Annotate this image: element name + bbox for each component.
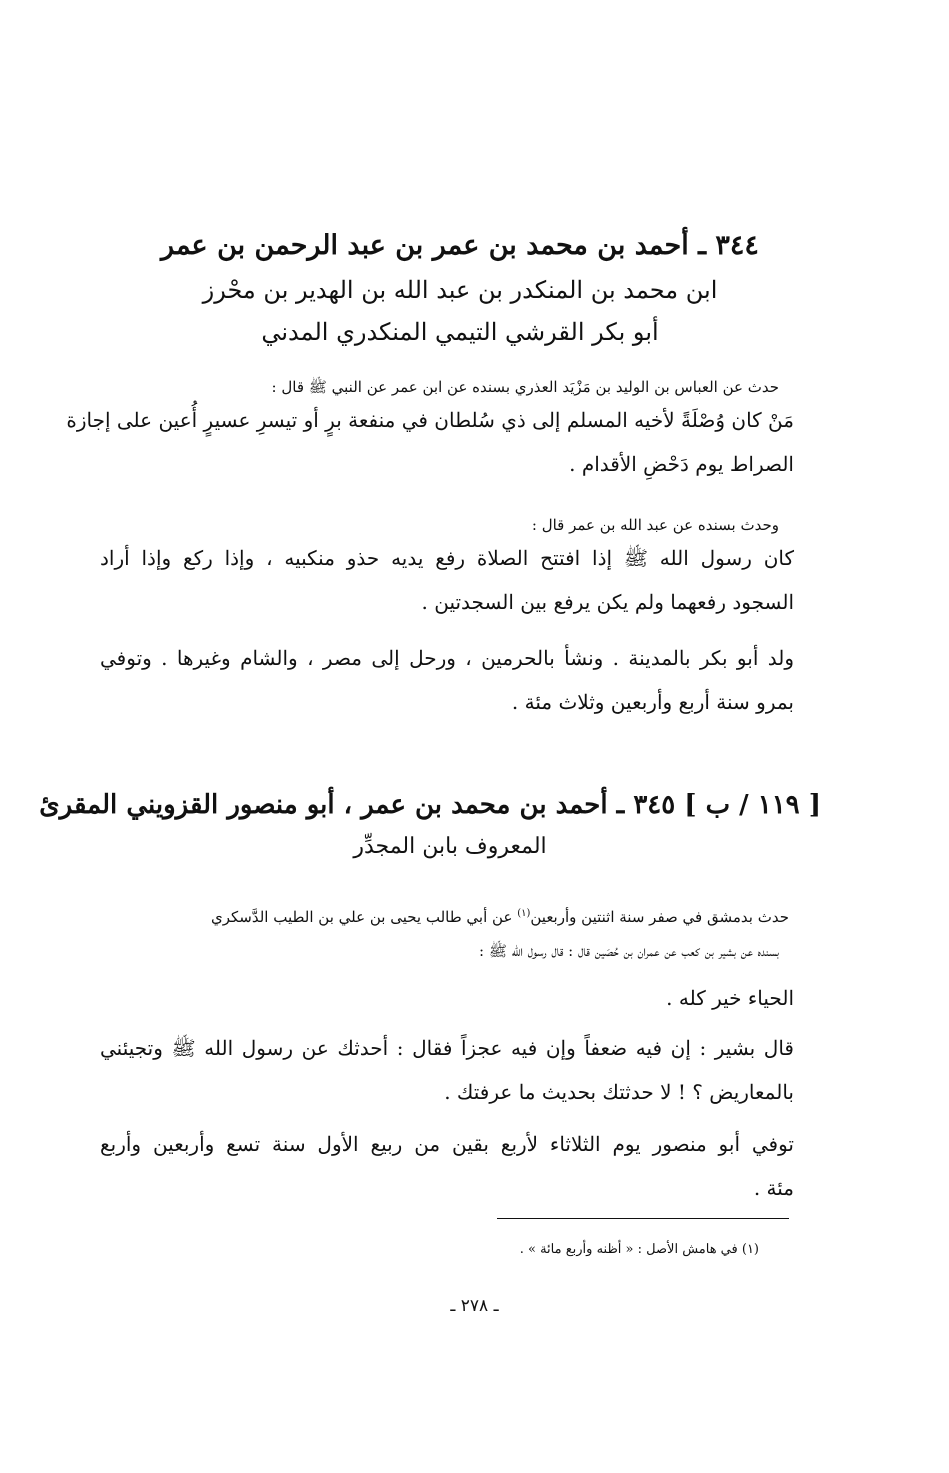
isnad-text-b: عن أبي طالب يحيى بن علي بن الطيب الدَّسكري	[210, 908, 518, 926]
footnote-marker: (١)	[517, 908, 531, 919]
entry-345-death-line-2: مئة .	[753, 1176, 794, 1200]
hadith-1-text-line-1: مَنْ كان وُصْلَةً لأخيه المسلم إلى ذي سُلطان في منفعة برٍ أو تيسرِ عسيرٍ أُعين على إجازة	[66, 408, 794, 432]
entry-344-bio-line-2: بمرو سنة أربع وأربعين وثلاث مئة .	[511, 690, 794, 714]
entry-345-comment-line-2: بالمعاريض ؟ ! لا حدثتك بحديث ما عرفتك .	[444, 1080, 794, 1104]
hadith-1-text-line-2: الصراط يوم دَحْضِ الأقدام .	[569, 452, 794, 476]
entry-345-comment-line-1: قال بشير : إن فيه ضعفاً وإن فيه عجزاً فقال : أحدثك عن رسول الله ﷺ وتجيئني	[100, 1036, 794, 1060]
entry-345-hadith: الحياء خير كله .	[666, 986, 794, 1010]
entry-345-known-as: المعروف بابن المجدِّر	[353, 834, 547, 859]
entry-344-kunya: أبو بكر القرشي التيمي المنكدري المدني	[261, 318, 659, 346]
hadith-2-text-line-2: السجود رفعهما ولم يكن يرفع بين السجدتين .	[421, 590, 794, 614]
folio-reference: [ ١١٩ / ب ]	[684, 790, 821, 820]
entry-345-death-line-1: توفي أبو منصور يوم الثلاثاء لأربع بقين من ربيع الأول سنة تسع وأربعين وأربع	[100, 1132, 794, 1156]
entry-344-title: ٣٤٤ ـ أحمد بن محمد بن عمر بن عبد الرحمن بن عمر	[161, 230, 759, 261]
page-number: ـ ٢٧٨ ـ	[450, 1296, 499, 1316]
footnote-separator	[497, 1218, 789, 1219]
entry-345-title: ٣٤٥ ـ أحمد بن محمد بن عمر ، أبو منصور القزويني المقرئ	[39, 790, 676, 820]
entry-344-bio-line-1: ولد أبو بكر بالمدينة . ونشأ بالحرمين ، ورحل إلى مصر ، والشام وغيرها . وتوفي	[100, 646, 794, 670]
entry-345-heading	[39, 790, 821, 820]
entry-345-isnad-line-2: بسنده عن بشير بن كعب عن عمران بن حُصَين قال : قال رسول الله ﷺ :	[479, 942, 779, 960]
hadith-2-isnad: وحدث بسنده عن عبد الله بن عمر قال :	[531, 516, 779, 534]
footnote-1: (١) في هامش الأصل : « أظنه وأربع مائة » .	[519, 1242, 759, 1257]
entry-344-lineage: ابن محمد بن المنكدر بن عبد الله بن الهدير بن محْرز	[202, 276, 718, 304]
isnad-text-a: حدث بدمشق في صفر سنة اثنتين وأربعين	[530, 908, 789, 926]
hadith-1-isnad: حدث عن العباس بن الوليد بن مَزْيَد العذري بسنده عن ابن عمر عن النبي ﷺ قال :	[271, 378, 779, 396]
hadith-2-text-line-1: كان رسول الله ﷺ إذا افتتح الصلاة رفع يديه حذو منكبيه ، وإذا ركع وإذا أراد	[100, 546, 794, 570]
entry-345-isnad-line-1	[100, 908, 789, 926]
